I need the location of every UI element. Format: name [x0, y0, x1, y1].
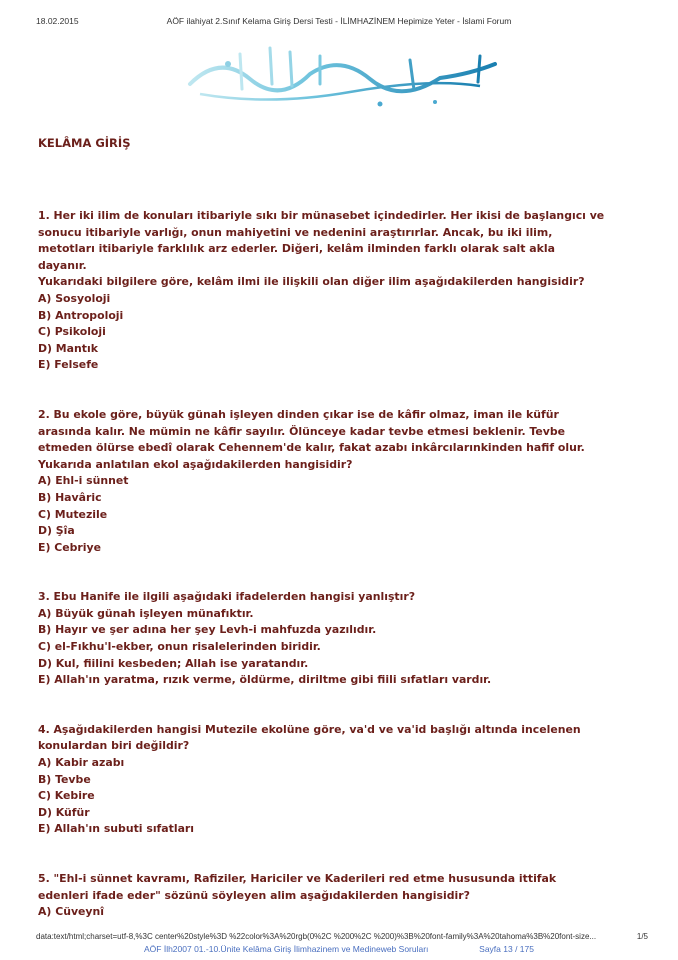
- answer-option: E) Allah'ın yaratma, rızık verme, öldürme, diriltme gibi fiili sıfatları vardır.: [38, 673, 492, 687]
- footer-course-label: AÖF İlh2007 01.-10.Ünite Kelâma Giriş İlimhazinem ve Medineweb Soruları: [144, 944, 429, 954]
- question-5: [38, 871, 650, 921]
- section-heading: KELÂMA GİRİŞ: [38, 136, 131, 150]
- question-text-line: dayanır.: [38, 258, 87, 272]
- question-text-line: 4. Aşağıdakilerden hangisi Mutezile ekolüne göre, va'd ve va'id başlığı altında incelenen: [38, 722, 581, 736]
- answer-option: A) Ehl-i sünnet: [38, 474, 129, 488]
- answer-option: E) Felsefe: [38, 358, 99, 372]
- question-1: [38, 208, 650, 374]
- footer-page-count: 1/5: [636, 932, 648, 941]
- answer-option: B) Havâric: [38, 490, 102, 504]
- basmala-calligraphy: [180, 34, 500, 114]
- question-list: [38, 208, 650, 954]
- question-text-line: etmeden ölürse ebedî olarak Cehennem'de kalır, fakat azabı inkârcılarınkinden hafif olur.: [38, 441, 585, 455]
- question-text-line: Yukarıdaki bilgilere göre, kelâm ilmi ile ilişkili olan diğer ilim aşağıdakilerden hangisidir?: [38, 275, 585, 289]
- question-text-line: Yukarıda anlatılan ekol aşağıdakilerden hangisidir?: [38, 457, 353, 471]
- footer-page-label: Sayfa 13 / 175: [479, 944, 534, 954]
- answer-option: B) Hayır ve şer adına her şey Levh-i mahfuzda yazılıdır.: [38, 623, 377, 637]
- answer-option: D) Kul, fiilini kesbeden; Allah ise yaratandır.: [38, 656, 309, 670]
- answer-option: A) Cüveynî: [38, 905, 105, 919]
- answer-option: B) Antropoloji: [38, 308, 124, 322]
- question-3: [38, 589, 650, 689]
- question-text-line: 5. "Ehl-i sünnet kavramı, Rafiziler, Hariciler ve Kaderileri red etme hususunda ittifak: [38, 872, 557, 885]
- answer-option: A) Sosyoloji: [38, 291, 111, 305]
- print-date: 18.02.2015: [36, 16, 79, 26]
- question-text-line: konulardan biri değildir?: [38, 739, 190, 753]
- answer-option: D) Şîa: [38, 524, 75, 538]
- answer-option: D) Küfür: [38, 805, 90, 819]
- answer-option: B) Tevbe: [38, 772, 91, 786]
- question-text-line: 2. Bu ekole göre, büyük günah işleyen dinden çıkar ise de kâfir olmaz, iman ile küfür: [38, 407, 559, 421]
- answer-option: C) el-Fıkhu'l-ekber, onun risalelerinden biridir.: [38, 640, 321, 654]
- question-text-line: arasında kalır. Ne mümin ne kâfir sayılır. Ölünceye kadar tevbe etmesi beklenir. Tevbe: [38, 424, 566, 438]
- question-text-line: metotları itibariyle farklılık arz ederler. Diğeri, kelâm ilminden farklı olarak salt akla: [38, 242, 555, 256]
- answer-option: D) Mantık: [38, 341, 98, 355]
- question-text-line: edenleri ifade eder" sözünü söyleyen alim aşağıdakilerden hangisidir?: [38, 888, 470, 902]
- question-4: [38, 722, 650, 838]
- answer-option: A) Kabir azabı: [38, 756, 125, 770]
- answer-option: A) Büyük günah işleyen münafıktır.: [38, 606, 254, 620]
- page-title: AÖF ilahiyat 2.Sınıf Kelama Giriş Dersi Testi - İLİMHAZİNEM Hepimize Yeter - İslami Forum: [166, 16, 512, 26]
- question-2: [38, 407, 650, 556]
- question-text-line: 3. Ebu Hanife ile ilgili aşağıdaki ifadelerden hangisi yanlıştır?: [38, 590, 416, 604]
- answer-option: C) Psikoloji: [38, 325, 106, 339]
- answer-option: E) Cebriye: [38, 540, 101, 554]
- question-text-line: sonucu itibariyle varlığı, onun mahiyetini ve nedenini araştırırlar. Ancak, bu iki ilim,: [38, 225, 553, 239]
- footer-course-title: [0, 944, 678, 954]
- question-text-line: 1. Her iki ilim de konuları itibariyle sıkı bir münasebet içindedirler. Her ikisi de başlangıcı ve: [38, 209, 605, 222]
- answer-option: C) Mutezile: [38, 507, 108, 521]
- answer-option: C) Kebire: [38, 789, 95, 803]
- answer-option: E) Allah'ın subuti sıfatları: [38, 822, 195, 836]
- footer-url: data:text/html;charset=utf-8,%3C center%20style%3D %22color%3A%20rgb(0%2C %200%2C %200)%3B%20font-family%3A%20tahoma%3B%20font-size...: [36, 932, 597, 941]
